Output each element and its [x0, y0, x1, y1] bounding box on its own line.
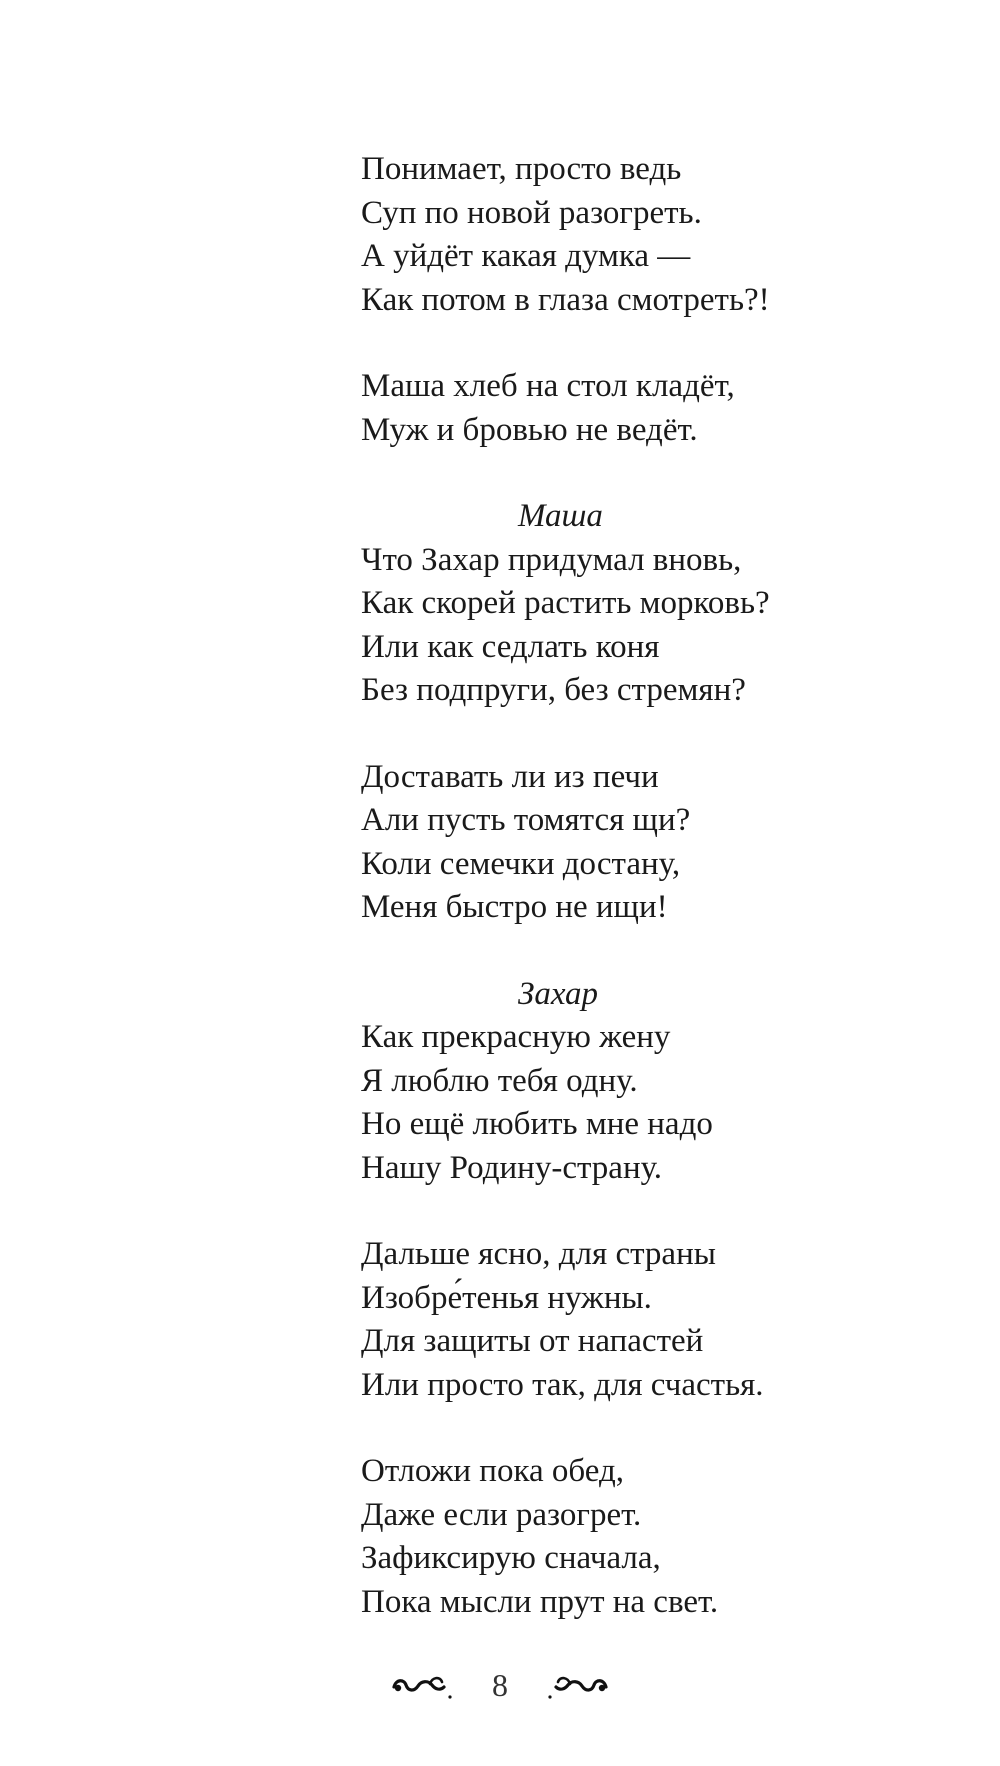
poem-line: Или как седлать коня [361, 628, 660, 665]
stanza [361, 756, 881, 930]
poem-line: Без подпруги, без стремян? [361, 672, 746, 708]
swirl-ornament-icon [544, 1670, 610, 1700]
page-footer [0, 1655, 1000, 1715]
poem-line: Суп по новой разогреть. [361, 194, 702, 231]
poem-line: Муж и бровью не ведёт. [361, 411, 698, 448]
poem-line: Отложи пока обед, [361, 1453, 624, 1489]
poem-line: Для защиты от напастей [361, 1323, 704, 1359]
poem-line: Коли семечки достану, [361, 845, 681, 882]
poem-line: Но ещё любить мне надо [361, 1106, 713, 1142]
poem-line: Меня быстро не ищи! [361, 889, 668, 925]
poem-line: Понимает, просто ведь [361, 151, 682, 187]
poem-line: Изобре́тенья нужны. [361, 1279, 652, 1316]
page-number: 8 [492, 1667, 508, 1703]
poem-line: Али пусть томятся щи? [361, 802, 691, 838]
stanza [361, 148, 881, 322]
poem-line: Даже если разогрет. [361, 1496, 642, 1533]
poem-line: Как потом в глаза смотреть?! [361, 281, 770, 318]
poem-line: А уйдёт какая думка — [361, 238, 691, 274]
stanza [361, 1233, 881, 1407]
stanza [361, 495, 881, 713]
speaker-name: Захар [518, 975, 599, 1012]
poem-line: Маша хлеб на стол кладёт, [361, 368, 735, 404]
speaker-name: Маша [518, 498, 603, 534]
poem-line: Зафиксирую сначала, [361, 1540, 661, 1576]
stanza [361, 365, 881, 452]
poem-line: Пока мысли прут на свет. [361, 1583, 719, 1620]
poem-line: Дальше ясно, для страны [361, 1236, 716, 1272]
stanza [361, 973, 881, 1191]
swirl-ornament-icon [390, 1670, 456, 1700]
poem-line: Как скорей растить морковь? [361, 585, 770, 621]
poem-line: Я люблю тебя одну. [361, 1062, 638, 1099]
poem [361, 148, 881, 1667]
poem-line: Или просто так, для счастья. [361, 1366, 764, 1403]
poem-line: Доставать ли из печи [361, 758, 659, 795]
poem-line: Как прекрасную жену [361, 1019, 671, 1055]
poem-line: Что Захар придумал вновь, [361, 541, 742, 578]
poem-line: Нашу Родину-страну. [361, 1149, 663, 1186]
stanza [361, 1450, 881, 1624]
